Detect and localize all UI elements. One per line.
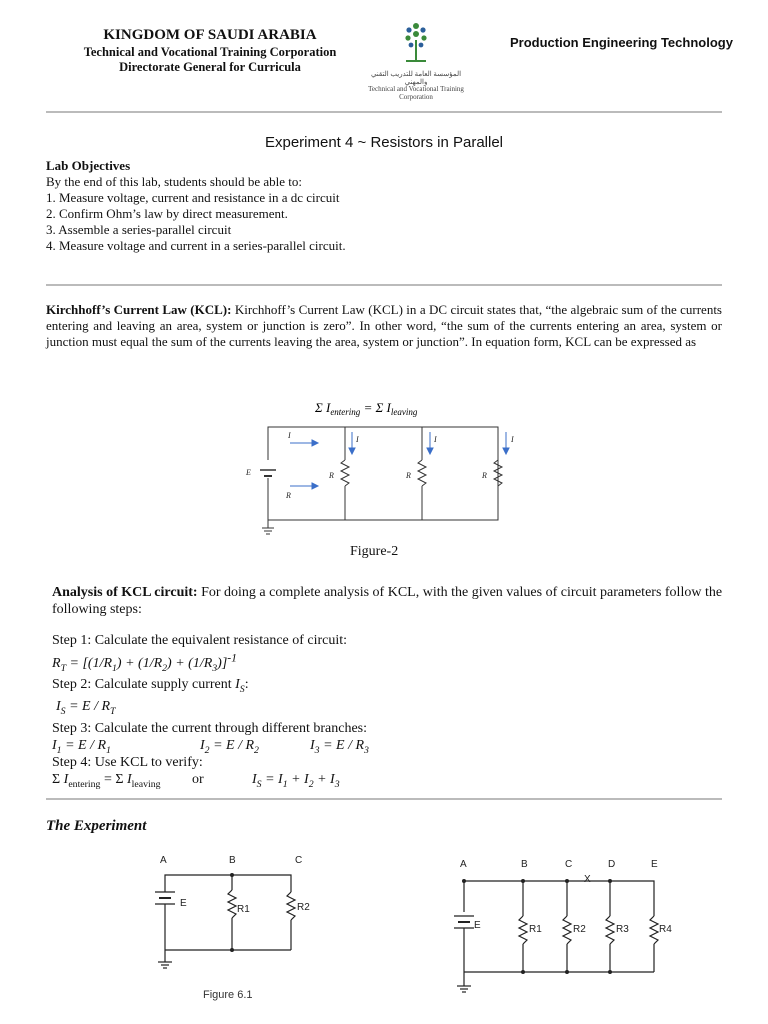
fig62-node-e: E xyxy=(651,859,658,870)
tvtc-logo xyxy=(366,18,466,102)
fig2-label-r1: R xyxy=(329,471,334,480)
kcl-equation: Σ $I_{entering} = \Sigma$ $I_{leaving}$ xyxy=(315,400,418,417)
fig2-label-r2: R xyxy=(406,471,411,480)
fig61-node-c: C xyxy=(295,855,303,866)
fig61-r2: R2 xyxy=(297,902,310,913)
figure-2-caption: Figure-2 xyxy=(350,544,399,559)
kcl-paragraph xyxy=(46,302,722,350)
equation-branches: $I_1 = E / R_1$ $I_2 = E / R_2$ $I_3 = E / R_3$ xyxy=(52,738,369,756)
objectives-heading: Lab Objectives xyxy=(46,158,131,173)
fig62-node-c: C xyxy=(565,859,573,870)
series-circuit-diagram xyxy=(145,850,335,1005)
parallel-circuit-diagram xyxy=(440,850,690,1010)
fig61-r1: R1 xyxy=(237,904,250,915)
logo-text-ar: المؤسسة العامة للتدريب التقني والمهني xyxy=(370,70,462,86)
fig62-r3: R3 xyxy=(616,924,629,935)
kingdom-name: KINGDOM OF SAUDI ARABIA xyxy=(103,27,317,43)
fig2-label-i1: I xyxy=(356,435,359,444)
objectives-intro: By the end of this lab, students should be able to: xyxy=(46,174,302,189)
objectives-section xyxy=(46,158,722,254)
objective-item: 2. Confirm Ohm’s law by direct measurement. xyxy=(46,206,288,221)
page-title: Experiment 4 ~ Resistors in Parallel xyxy=(264,134,503,151)
fig61-node-b: B xyxy=(229,855,236,866)
step-3: Step 3: Calculate the current through different branches: xyxy=(52,721,368,737)
corporation-name: Technical and Vocational Training Corporation xyxy=(83,44,337,59)
fig2-label-i2: I xyxy=(434,435,437,444)
step-1: Step 1: Calculate the equivalent resistance of circuit: xyxy=(52,633,348,648)
divider xyxy=(46,284,722,286)
fig2-label-e: E xyxy=(246,468,251,477)
fig2-label-rt: R xyxy=(286,491,291,500)
fig62-break-mark: X xyxy=(584,874,591,885)
divider xyxy=(46,798,722,800)
kcl-term: Kirchhoff’s Current Law (KCL): xyxy=(46,302,232,317)
figure-6-2 xyxy=(440,850,690,1010)
directorate-name: Directorate General for Curricula xyxy=(119,60,301,75)
figure-2 xyxy=(230,390,540,540)
header-left xyxy=(75,26,345,76)
equation-kcl-verify: Σ $I_{entering} = \Sigma$ $I_{leaving}$ or $I_S = I_1 + I_2 + I_3$ xyxy=(52,772,340,790)
fig62-r2: R2 xyxy=(573,924,586,935)
equation-rt: $R_T = [(1/R_1) + (1/R_2) + (1/R_3)]^{-1}$ xyxy=(52,651,238,674)
figure-6-1-caption: Figure 6.1 xyxy=(203,989,253,1001)
fig2-label-it: I xyxy=(288,431,291,440)
or-word: or xyxy=(192,772,204,788)
fig61-source-e: E xyxy=(180,898,187,909)
analysis-term: Analysis of KCL circuit: xyxy=(52,585,198,600)
fig62-node-a: A xyxy=(460,859,467,870)
experiment-heading: The Experiment xyxy=(46,818,147,834)
analysis-text: For doing a complete analysis of KCL, with the given values of circuit parameters follow the following steps: xyxy=(52,585,723,617)
objective-item: 4. Measure voltage and current in a series-parallel circuit. xyxy=(46,238,346,253)
step-4: Step 4: Use KCL to verify: xyxy=(52,755,203,771)
fig62-node-b: B xyxy=(521,859,528,870)
fig2-label-r3: R xyxy=(482,471,487,480)
divider xyxy=(46,111,722,113)
fig61-node-a: A xyxy=(160,855,167,866)
analysis-section: Analysis of KCL circuit: For doing a complete analysis of KCL, with the given values of circuit parameters follow the following steps: Step 1: Calculate the equivalent resistance of circuit: $R_T = [(1/R_1) + (1/R_2) + (1/R_3)]^{-1}$ Step 2: Calculate supply current $I_S$: $I_S = E / R_T$ Step 3: Calculate the current through different branches: $I_1 = E / R_1$ $I_2 = E / R_2$ $I_3 = E / R_3$ Step 4: Use KCL to verify: Σ $I_{entering} = \Sigma$ $I_{leaving}$ or $I_S = I_1 + I_2 + I_3$ xyxy=(52,584,732,788)
fig2-label-i3: I xyxy=(511,435,514,444)
objective-item: 3. Assemble a series-parallel circuit xyxy=(46,222,232,237)
objective-item: 1. Measure voltage, current and resistance in a dc circuit xyxy=(46,190,340,205)
logo-emblem-icon xyxy=(396,18,436,66)
kcl-text: Kirchhoff’s Current Law (KCL) in a DC circuit states that, “the algebraic sum of the currents entering and leaving an area, system or junction is zero”. In other word, “the sum of the currents entering an area, system or junction must equal the sum of the currents leaving the area, system or junction”. In equation form, KCL can be expressed as xyxy=(46,302,722,349)
kcl-circuit-diagram xyxy=(230,390,540,540)
equation-is: $I_S = E / R_T$ xyxy=(56,699,116,718)
fig62-source-e: E xyxy=(474,920,481,931)
step-2: Step 2: Calculate supply current xyxy=(52,677,232,693)
fig62-node-d: D xyxy=(608,859,616,870)
fig62-r1: R1 xyxy=(529,924,542,935)
figure-6-1 xyxy=(145,850,335,1005)
fig62-r4: R4 xyxy=(659,924,672,935)
logo-text-en: Technical and Vocational Training Corporation xyxy=(368,85,464,102)
department-name: Production Engineering Technology xyxy=(510,35,733,50)
